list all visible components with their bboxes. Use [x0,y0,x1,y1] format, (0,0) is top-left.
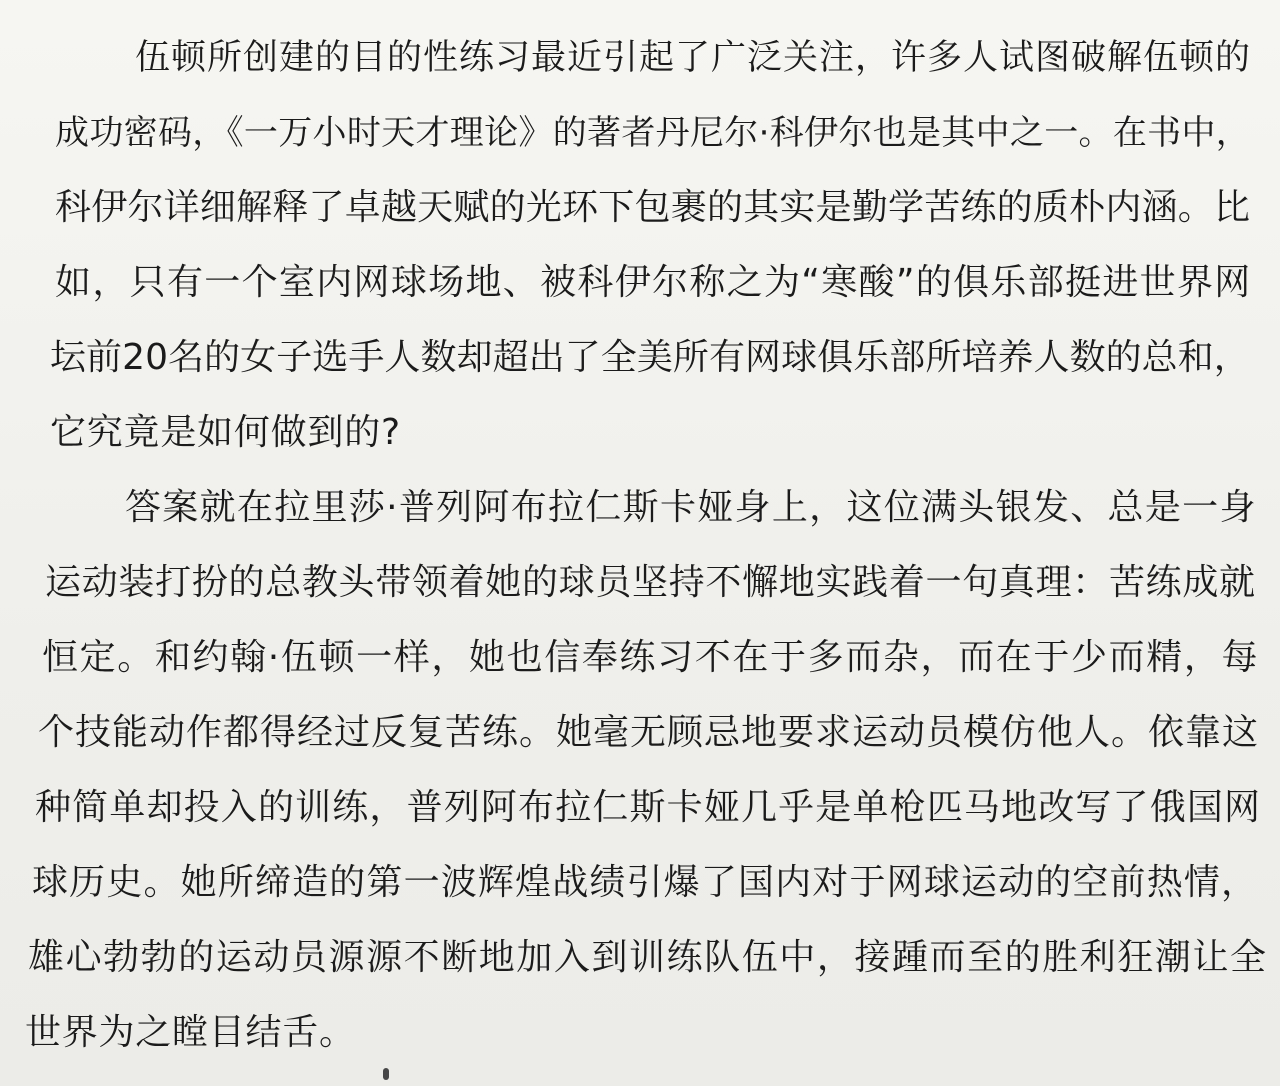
paragraph-2-line-4: 个技能动作都得经过反复苦练。她毫无顾忌地要求运动员模仿他人。依靠这 [38,713,1260,753]
paragraph-1-line-2: 成功密码，《一万小时天才理论》的著者丹尼尔·科伊尔也是其中之一。在书中， [55,113,1251,153]
paragraph-2-line-7: 雄心勃勃的运动员源源不断地加入到训练队伍中，接踵而至的胜利狂潮让全 [28,938,1268,978]
paragraph-2-line-5: 种简单却投入的训练，普列阿布拉仁斯卡娅几乎是单枪匹马地改写了俄国网 [35,788,1262,828]
paragraph-2-line-1: 答案就在拉里莎·普列阿布拉仁斯卡娅身上，这位满头银发、总是一身 [125,488,1257,528]
paragraph-2-line-3: 恒定。和约翰·伍顿一样，她也信奉练习不在于多而杂，而在于少而精，每 [42,638,1260,678]
paragraph-1-line-3: 科伊尔详细解释了卓越天赋的光环下包裹的其实是勤学苦练的质朴内涵。比 [55,188,1251,228]
paragraph-2-line-8: 世界为之瞠目结舌。 [25,1013,356,1053]
paragraph-1-line-6: 它究竟是如何做到的? [50,413,401,453]
paragraph-1-line-5: 坛前20名的女子选手人数却超出了全美所有网球俱乐部所培养人数的总和， [50,338,1250,378]
paragraph-1-line-4: 如，只有一个室内网球场地、被科伊尔称之为“寒酸”的俱乐部挺进世界网 [55,263,1252,303]
paragraph-2-line-2: 运动装打扮的总教头带领着她的球员坚持不懈地实践着一句真理：苦练成就 [45,563,1256,603]
paragraph-2-line-6: 球历史。她所缔造的第一波辉煌战绩引爆了国内对于网球运动的空前热情， [32,863,1259,903]
paragraph-1-line-1: 伍顿所创建的目的性练习最近引起了广泛关注，许多人试图破解伍顿的 [135,38,1252,78]
scan-speck [383,1068,389,1080]
